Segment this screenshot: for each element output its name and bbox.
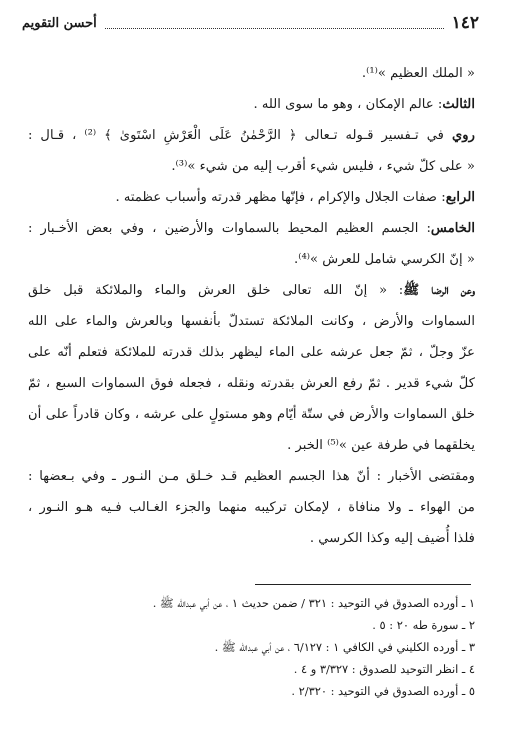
- footnotes: [140, 592, 475, 702]
- page-header: [22, 12, 479, 34]
- text-line: السماوات والأرض ، وكانت الملائكة تستدلّ بأنفسها وبالعرش والماء على الله: [28, 314, 475, 329]
- text-line: عزّ وجلّ ، ثمّ جعل عرشه على الماء ليظهر بذلك قدرته للملائكة فتعلم أنّه على: [28, 345, 475, 360]
- book-title: أحسن التقويم: [22, 15, 97, 31]
- footnote: ٣ ـ أورده الكليني في الكافي ١ : ٦/١٢٧ ، عن أبي عبدالله ﷺ .: [214, 640, 475, 654]
- text-line: الثالث: عالم الإمكان ، وهو ما سوى الله .: [253, 97, 475, 112]
- text-line: خلق السماوات والأرض في ستّة أيّام وهو مستولٍ على عرشه ، وكان قادراً على أن: [28, 407, 475, 422]
- text-line: فلذا أُضيف إليه وكذا الكرسي .: [309, 531, 475, 546]
- text-line: الخامس: الجسم العظيم المحيط بالسماوات والأرضين ، وفي بعض الأخـبار :: [28, 221, 475, 236]
- text-line: من الهواء ـ ولا منافاة ، لإمكان تركيبه منهما والجزء الغـالب فـيه هـو النـور ،: [28, 500, 475, 515]
- footnote: ٥ ـ أورده الصدوق في التوحيد : ٢/٣٢٠ .: [291, 684, 475, 698]
- text-line: الرابع: صفات الجلال والإكرام ، فإنّها مظهر قدرته وأسباب عظمته .: [115, 190, 475, 205]
- text-line: يخلقهما في طرفة عين »⁽⁵⁾ الخبر .: [287, 438, 475, 453]
- footnote: ٤ ـ انظر التوحيد للصدوق : ٣/٣٢٧ و ٤ .: [293, 662, 475, 676]
- footnote: ٢ ـ سورة طه ٢٠ : ٥ .: [372, 618, 475, 632]
- footnote-separator: [255, 584, 471, 585]
- text-line: ومقتضى الأخبار : أنّ هذا الجسم العظيم قـد خـلق مـن النـور ـ وفي بـعضها :: [28, 469, 475, 484]
- main-text: [28, 58, 475, 554]
- text-line: روي في تـفسير قـوله تـعالى ﴿ الرَّحْمٰنُ عَلَى الْعَرْشِ اسْتَوىٰ ﴾ ⁽²⁾ ، قـال :: [28, 128, 475, 143]
- header-leader-dots: [105, 18, 444, 29]
- footnote: ١ ـ أورده الصدوق في التوحيد : ٣٢١ / ضمن حديث ١ ، عن أبي عبدالله ﷺ .: [152, 596, 475, 610]
- text-line: وعن الرضا ﷺ: « إنّ الله تعالى خلق العرش والماء والملائكة قبل خلق: [28, 283, 475, 298]
- text-line: « إنّ الكرسي شامل للعرش »⁽⁴⁾.: [294, 252, 475, 267]
- page-number: ١٤٢: [451, 13, 479, 33]
- text-line: « الملك العظيم »⁽¹⁾.: [361, 66, 475, 81]
- text-line: كلّ شيء قدير . ثمّ رفع العرش بقدرته ونقله ، فجعله فوق السماوات السبع ، ثمّ: [28, 376, 475, 391]
- text-line: « على كلّ شيء ، فليس شيء أقرب إليه من شيء »⁽³⁾.: [171, 159, 475, 174]
